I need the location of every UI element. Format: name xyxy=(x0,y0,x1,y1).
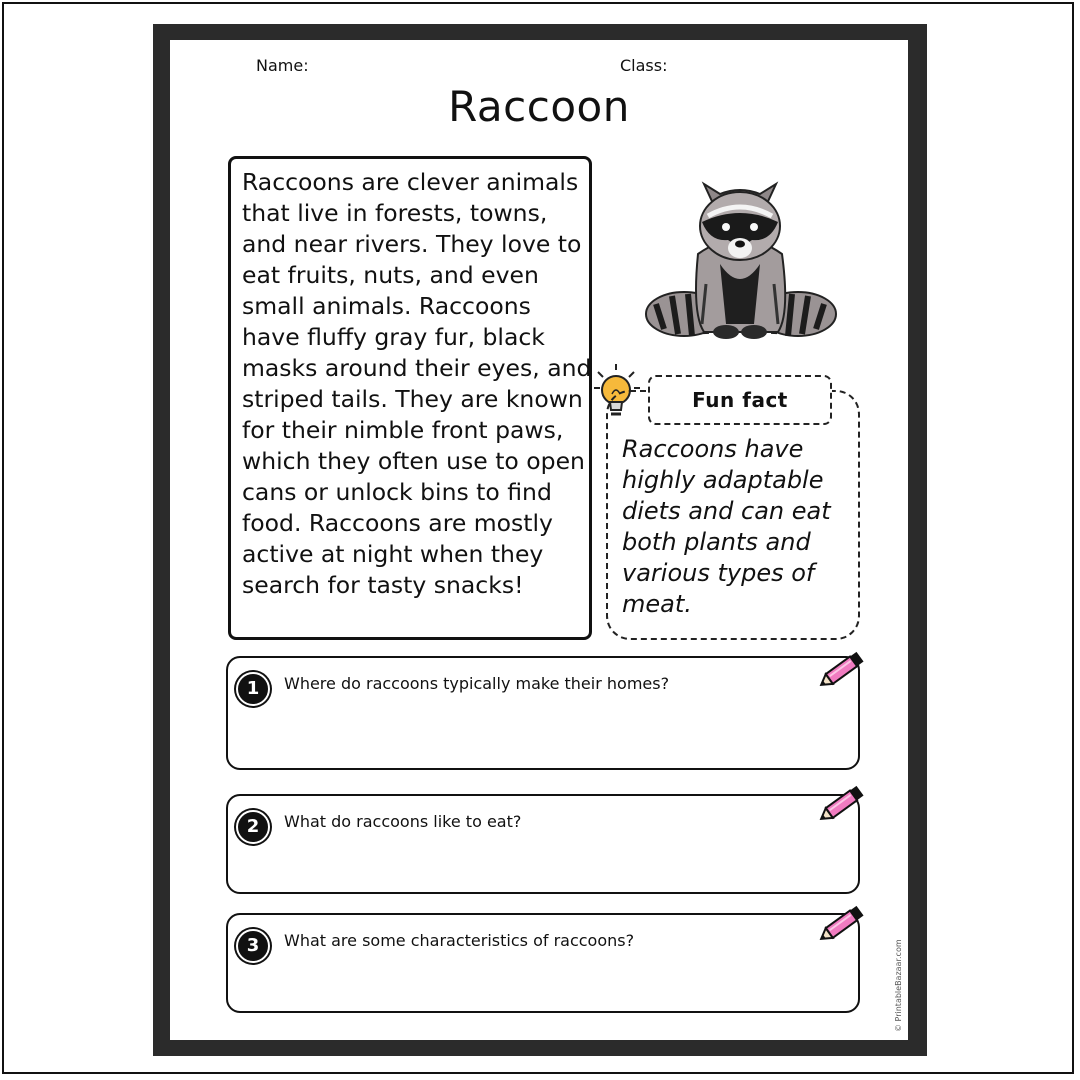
passage-line: cans or unlock bins to find xyxy=(242,478,552,506)
fun-fact-line: Raccoons have xyxy=(622,435,804,463)
question-number: 2 xyxy=(236,810,270,844)
passage-line: eat fruits, nuts, and even xyxy=(242,261,539,289)
raccoon-illustration xyxy=(642,164,838,350)
passage-line: that live in forests, towns, xyxy=(242,199,548,227)
pencil-icon xyxy=(815,781,869,829)
question-number: 1 xyxy=(236,672,270,706)
passage-line: which they often use to open xyxy=(242,447,585,475)
worksheet-page xyxy=(170,40,908,1040)
passage-line: have fluffy gray fur, black xyxy=(242,323,545,351)
question-text: What are some characteristics of raccoons? xyxy=(284,931,635,950)
pencil-icon xyxy=(815,647,869,695)
fun-fact-line: both plants and xyxy=(622,528,811,556)
reading-passage xyxy=(228,156,592,640)
question-3-box[interactable] xyxy=(226,913,860,1013)
question-1-box[interactable] xyxy=(226,656,860,770)
passage-line: striped tails. They are known xyxy=(242,385,583,413)
passage-line: search for tasty snacks! xyxy=(242,571,524,599)
question-text: Where do raccoons typically make their homes? xyxy=(284,674,670,693)
pencil-icon xyxy=(815,901,869,949)
name-label: Name: xyxy=(256,56,309,75)
question-2-box[interactable] xyxy=(226,794,860,894)
passage-line: Raccoons are clever animals xyxy=(242,168,579,196)
question-number: 3 xyxy=(236,929,270,963)
question-text: What do raccoons like to eat? xyxy=(284,812,522,831)
fun-fact-line: diets and can eat xyxy=(622,497,831,525)
fun-fact-line: highly adaptable xyxy=(622,466,824,494)
fun-fact-line: meat. xyxy=(622,590,692,618)
fun-fact-text xyxy=(622,434,852,620)
passage-line: and near rivers. They love to xyxy=(242,230,582,258)
fun-fact-line: various types of xyxy=(622,559,815,587)
copyright-notice: © PrintableBazaar.com xyxy=(894,939,903,1032)
passage-line: for their nimble front paws, xyxy=(242,416,564,444)
passage-line: masks around their eyes, and xyxy=(242,354,592,382)
passage-line: active at night when they xyxy=(242,540,544,568)
class-label: Class: xyxy=(620,56,668,75)
passage-line: food. Raccoons are mostly xyxy=(242,509,553,537)
passage-line: small animals. Raccoons xyxy=(242,292,531,320)
fun-fact-title: Fun fact xyxy=(648,375,832,425)
page-title: Raccoon xyxy=(448,82,630,131)
